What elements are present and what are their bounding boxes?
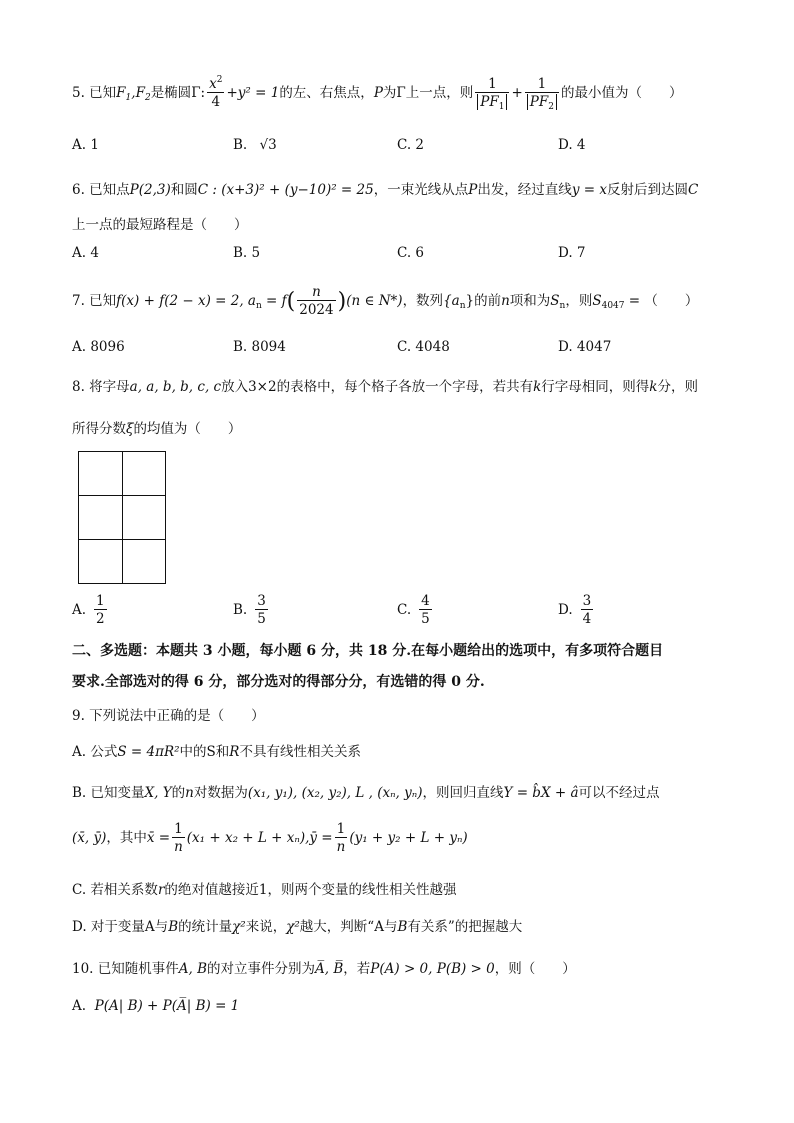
q5-gamma2: Γ	[396, 85, 406, 101]
q5-eq-rest: +y² = 1	[226, 85, 280, 101]
grid-cell	[122, 452, 166, 496]
q7-stem: 7. 已知f(x) + f(2 − x) = 2, $a_n = f$( $\frac{n}{2024}$ )(n ∈ N*)，数列$\{a_n\}$的前n项和为$S_n$，则$S_{4047}$ = （ ）	[72, 284, 699, 318]
grid-cell	[122, 496, 166, 540]
q5-option-c: C. 2	[397, 137, 425, 153]
q8-xi: ξ	[126, 421, 134, 437]
q9-b-regression: Y = b̂X + â	[503, 785, 579, 801]
q10-condition: P(A) > 0, P(B) > 0	[370, 961, 495, 977]
q6-stem-line1: 6. 已知点P(2,3)和圆C : (x+3)² + (y−10)² = 25，一束光线从点P出发，经过直线y = x反射后到达圆C	[72, 182, 699, 198]
q9-a-formula: S = 4πR²	[117, 744, 180, 760]
q5-sqrt3: √3	[259, 137, 277, 153]
q6-point: P(2,3)	[129, 182, 171, 198]
q8-option-a: A. $\frac{1}{2}$	[72, 593, 105, 627]
q5-mid2: 的左、右焦点，	[279, 85, 374, 101]
q5-suffix: 的最小值为（ ）	[560, 85, 683, 101]
q8-option-b: B. $\frac{3}{5}$	[233, 593, 266, 627]
grid-cell	[79, 452, 123, 496]
q10-a-formula: P(A| B) + P(A̅| B) = 1	[94, 998, 240, 1014]
q7-option-b: B. 8094	[233, 339, 286, 355]
q7-eq1: f(x) + f(2 − x) = 2, a	[116, 293, 256, 309]
q8-option-d: D. $\frac{3}{4}$	[558, 593, 592, 627]
q6-line-eq: y = x	[571, 182, 607, 198]
q7-frac: $\frac{n}{2024}$	[299, 284, 334, 318]
q6-stem-line2: 上一点的最短路程是（ ）	[72, 217, 248, 233]
q5-prefix: 5. 已知	[72, 85, 117, 101]
q5-frac-pf1: $\frac{1}{PF_1}$	[475, 76, 509, 111]
q7-option-c: C. 4048	[397, 339, 450, 355]
q5-p: P	[373, 85, 383, 101]
grid-cell	[79, 496, 123, 540]
q6-option-d: D. 7	[558, 245, 586, 261]
q5-f1: $F_1,F_2$	[116, 85, 151, 103]
q10-complements: A̅, B̅	[315, 961, 344, 977]
q6-circle-eq: C : (x+3)² + (y−10)² = 25	[197, 182, 374, 198]
q8-stem-line2: 所得分数ξ的均值为（ ）	[72, 421, 242, 437]
q9-option-c: C. 若相关系数r的绝对值越接近1，则两个变量的线性相关性越强	[72, 882, 457, 898]
q8-option-c: C. $\frac{4}{5}$	[397, 593, 430, 627]
q5-ellipse-frac: $\frac{x^2}{4}$	[209, 75, 223, 110]
q9-option-b-line2: (x̄, ȳ)，其中x̄ = $\frac{1}{n}$ (x₁ + x₂ + L + xₙ),ȳ = $\frac{1}{n}$ (y₁ + y₂ + L + yₙ)	[72, 821, 468, 855]
section2-heading-line2: 要求.全部选对的得 6 分，部分选对的得部分分，有选错的得 0 分.	[72, 674, 485, 690]
q6-option-a: A. 4	[72, 245, 99, 261]
q5-mid3: 为	[382, 85, 397, 101]
q6-option-b: B. 5	[233, 245, 261, 261]
q5-gamma: Γ:	[191, 85, 206, 101]
q5-mid4: 上一点，则	[405, 85, 474, 101]
q5-option-d: D. 4	[558, 137, 586, 153]
grid-cell	[122, 540, 166, 584]
section2-heading-line1: 二、多选题：本题共 3 小题，每小题 6 分，共 18 分.在每小题给出的选项中，有多项符合题目	[72, 643, 664, 659]
q9-stem: 9. 下列说法中正确的是（ ）	[72, 708, 265, 724]
q10-stem: 10. 已知随机事件A, B的对立事件分别为A̅, B̅，若P(A) > 0, P(B) > 0，则（ ）	[72, 961, 576, 977]
q8-size: 3×2	[248, 379, 277, 395]
q7-option-d: D. 4047	[558, 339, 612, 355]
q6-option-c: C. 6	[397, 245, 425, 261]
q8-stem-line1: 8. 将字母a, a, b, b, c, c放入3×2的表格中，每个格子各放一个字母，若共有k行字母相同，则得k分，则	[72, 379, 698, 395]
q8-grid-figure	[78, 451, 166, 584]
q7-cond: (n ∈ N*)	[346, 293, 403, 309]
q9-option-b-line1: B. 已知变量X, Y的n对数据为(x₁, y₁), (x₂, y₂), L , (xₙ, yₙ)，则回归直线Y = b̂X + â可以不经过点	[72, 785, 660, 801]
q5-option-a: A. 1	[72, 137, 99, 153]
q5-stem: 5. 已知$F_1,F_2$是椭圆Γ: $\frac{x^2}{4}$ +y² = 1的左、右焦点，P为Γ上一点，则 $\frac{1}{PF_1}$ + $\frac{1}{PF_2}$ 的最小值为（ ）	[72, 75, 683, 112]
q10-option-a: A. P(A| B) + P(A̅| B) = 1	[72, 998, 240, 1014]
grid-cell	[79, 540, 123, 584]
q5-mid1: 是椭圆	[150, 85, 192, 101]
q7-option-a: A. 8096	[72, 339, 125, 355]
q8-letters: a, a, b, b, c, c	[129, 379, 222, 395]
q9-option-d: D. 对于变量A与B的统计量χ²来说，χ²越大，判断“A与B有关系”的把握越大	[72, 919, 523, 935]
q9-b-data: (x₁, y₁), (x₂, y₂), L , (xₙ, yₙ)	[247, 785, 423, 801]
q5-frac-pf2: $\frac{1}{PF_2}$	[525, 76, 559, 111]
q5-option-b: B. √3	[233, 137, 277, 153]
q9-option-a: A. 公式S = 4πR²中的S和R不具有线性相关关系	[72, 744, 361, 760]
